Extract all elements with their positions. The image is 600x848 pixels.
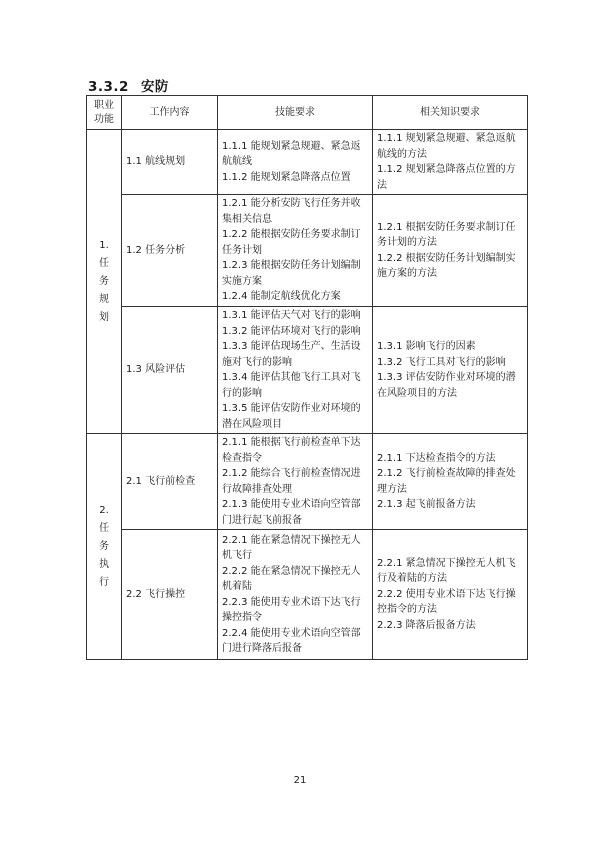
function-cell-planning: 1. 任 务 规 划 — [87, 130, 122, 434]
table-row — [87, 434, 528, 530]
work-content-cell: 1.2 任务分析 — [122, 195, 218, 307]
work-content-cell: 1.1 航线规划 — [122, 130, 218, 195]
skill-cell: 1.2.1 能分析安防飞行任务并收集相关信息 1.2.2 能根据安防任务要求制订任务计划 1.2.3 能根据安防任务计划编制实施方案 1.2.4 能制定航线优化方案 — [218, 195, 373, 307]
table-row — [87, 130, 528, 195]
section-name: 安防 — [140, 79, 169, 95]
knowledge-cell: 2.2.1 紧急情况下操控无人机飞行及着陆的方法 2.2.2 使用专业术语下达飞行操控指令的方法 2.2.3 降落后报备方法 — [373, 530, 528, 660]
function-cell-execution: 2. 任 务 执 行 — [87, 434, 122, 660]
header-function: 职业 功能 — [87, 96, 122, 130]
section-number: 3.3.2 — [88, 79, 129, 95]
skills-table — [86, 95, 528, 660]
knowledge-cell: 1.2.1 根据安防任务要求制订任务计划的方法 1.2.2 根据安防任务计划编制实施方案的方法 — [373, 195, 528, 307]
knowledge-cell: 2.1.1 下达检查指令的方法 2.1.2 飞行前检查故障的排查处理方法 2.1.3 起飞前报备方法 — [373, 434, 528, 530]
knowledge-cell: 1.1.1 规划紧急规避、紧急返航航线的方法 1.1.2 规划紧急降落点位置的方法 — [373, 130, 528, 195]
section-title — [88, 75, 169, 95]
table-row — [87, 307, 528, 434]
skill-cell: 2.2.1 能在紧急情况下操控无人机飞行 2.2.2 能在紧急情况下操控无人机着陆 2.2.3 能使用专业术语下达飞行操控指令 2.2.4 能使用专业术语向空管部门进行降落后报备 — [218, 530, 373, 660]
table-row — [87, 195, 528, 307]
work-content-cell: 1.3 风险评估 — [122, 307, 218, 434]
knowledge-cell: 1.3.1 影响飞行的因素 1.3.2 飞行工具对飞行的影响 1.3.3 评估安防作业对环境的潜在风险项目的方法 — [373, 307, 528, 434]
skill-cell: 1.3.1 能评估天气对飞行的影响 1.3.2 能评估环境对飞行的影响 1.3.3 能评估现场生产、生活设施对飞行的影响 1.3.4 能评估其他飞行工具对飞行的影响 1.3.5 能评估安防作业对环境的潜在风险项目 — [218, 307, 373, 434]
table-row — [87, 530, 528, 660]
page-number: 21 — [293, 775, 307, 786]
header-skill-requirements: 技能要求 — [218, 96, 373, 130]
header-work-content: 工作内容 — [122, 96, 218, 130]
table-header-row — [87, 96, 528, 130]
header-knowledge-requirements: 相关知识要求 — [373, 96, 528, 130]
skill-cell: 2.1.1 能根据飞行前检查单下达检查指令 2.1.2 能综合飞行前检查情况进行故障排查处理 2.1.3 能使用专业术语向空管部门进行起飞前报备 — [218, 434, 373, 530]
work-content-cell: 2.1 飞行前检查 — [122, 434, 218, 530]
work-content-cell: 2.2 飞行操控 — [122, 530, 218, 660]
skill-cell: 1.1.1 能规划紧急规避、紧急返航航线 1.1.2 能规划紧急降落点位置 — [218, 130, 373, 195]
